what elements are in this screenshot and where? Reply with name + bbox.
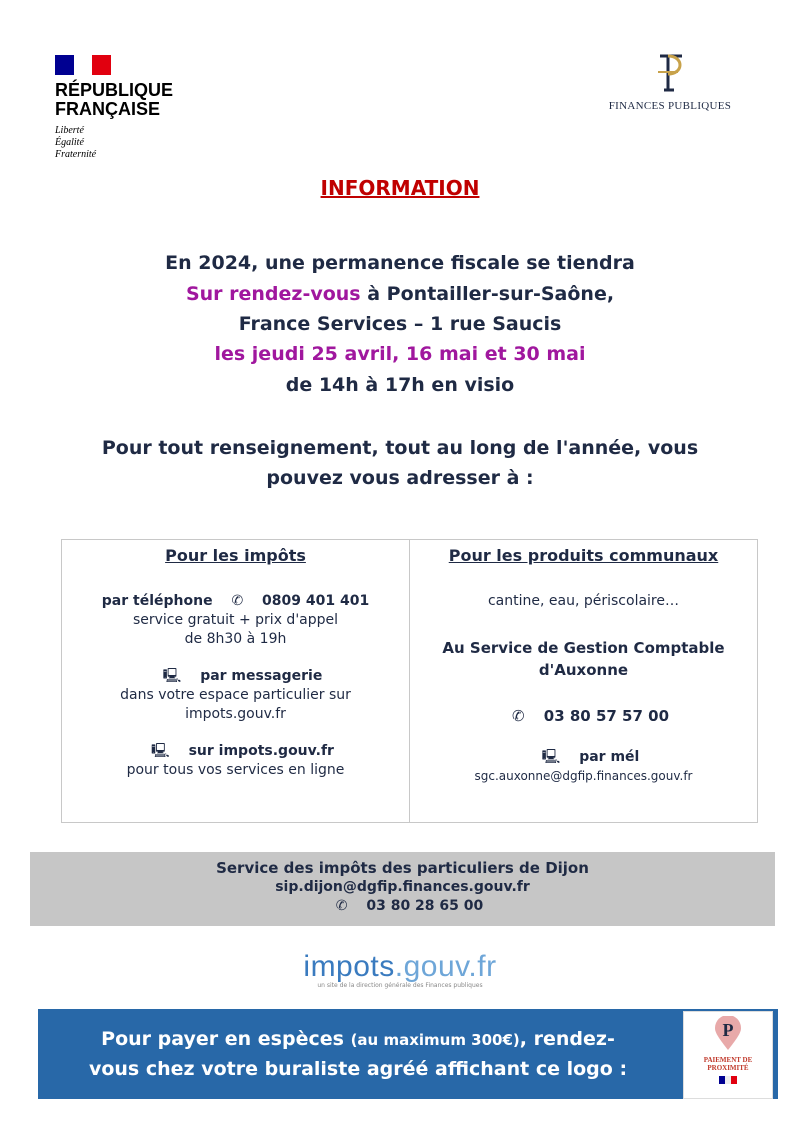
phone-icon: ✆ <box>335 898 348 914</box>
pin-p-icon <box>711 1016 745 1052</box>
info-line1: Pour tout renseignement, tout au long de l'année, vous <box>101 437 699 459</box>
phone-note1: service gratuit + prix d'appel <box>132 612 339 628</box>
messaging-note1: dans votre espace particulier sur <box>120 687 351 703</box>
impots-subtitle: un site de la direction générale des Finances publiques <box>317 982 483 989</box>
mail-label: par mél <box>579 749 640 765</box>
announcement-line2 <box>0 279 800 309</box>
french-flag-icon <box>55 55 111 75</box>
taxes-column <box>62 540 409 822</box>
finances-publiques-logo <box>590 50 750 112</box>
computer-icon: 🖳 <box>151 743 170 759</box>
paiement-proximite-logo <box>683 1011 773 1099</box>
sip-contact-box <box>30 852 775 926</box>
impots-gouv-logo <box>0 950 800 989</box>
impots-word: impots <box>303 950 395 983</box>
communal-phone-row <box>410 707 757 726</box>
messaging-note2: impots.gouv.fr <box>185 706 286 722</box>
mini-flag-icon <box>684 1076 772 1084</box>
phone-number: 0809 401 401 <box>262 593 370 609</box>
banner-part2: (au maximum 300€) <box>350 1031 520 1049</box>
communal-items: cantine, eau, périscolaire… <box>487 593 679 609</box>
communal-phone: 03 80 57 57 00 <box>543 707 670 725</box>
sip-phone: 03 80 28 65 00 <box>366 898 484 914</box>
sip-phone-row <box>30 897 775 916</box>
taxes-heading: Pour les impôts <box>165 546 306 565</box>
phone-note2: de 8h30 à 19h <box>184 631 287 647</box>
banner-part1: Pour payer en espèces <box>101 1028 344 1050</box>
communal-mail-row <box>410 748 757 767</box>
page-title: INFORMATION <box>320 176 480 200</box>
site-note: pour tous vos services en ligne <box>126 762 345 778</box>
announcement-line3: France Services – 1 rue Saucis <box>238 313 562 335</box>
appointment-highlight: Sur rendez-vous <box>185 283 361 305</box>
communal-service2: d'Auxonne <box>538 661 629 679</box>
site-label: sur impots.gouv.fr <box>188 743 334 759</box>
motto-egalite: Égalité <box>55 137 84 148</box>
computer-icon: 🖳 <box>162 668 182 684</box>
location-text: à Pontailler-sur-Saône, <box>367 283 615 305</box>
announcement-line1: En 2024, une permanence fiscale se tiendra <box>165 252 635 274</box>
taxes-phone-row <box>62 592 409 611</box>
announcement-hours: de 14h à 17h en visio <box>285 374 515 396</box>
motto-fraternite: Fraternité <box>55 149 97 160</box>
sip-email: sip.dijon@dgfip.finances.gouv.fr <box>275 879 530 895</box>
contact-table <box>61 539 758 823</box>
messaging-row <box>62 667 409 686</box>
francaise-line: FRANÇAISE <box>55 99 161 119</box>
communal-email: sgc.auxonne@dgfip.finances.gouv.fr <box>474 769 693 783</box>
banner-part3: , rendez- <box>519 1028 615 1050</box>
paiement-proximite-text: PAIEMENT DE PROXIMITÉ <box>703 1056 753 1072</box>
banner-line2: vous chez votre buraliste agréé affichant ce logo : <box>88 1058 628 1080</box>
info-line2: pouvez vous adresser à : <box>266 467 534 489</box>
republique-line: RÉPUBLIQUE <box>55 80 174 100</box>
messaging-label: par messagerie <box>200 668 323 684</box>
banner-line1 <box>38 1025 678 1055</box>
republique-francaise-logo <box>55 55 173 161</box>
computer-icon: 🖳 <box>541 749 561 765</box>
sip-name: Service des impôts des particuliers de Dijon <box>216 859 589 877</box>
svg-text:P: P <box>722 1020 734 1040</box>
fp-monogram-icon <box>650 50 690 94</box>
communal-heading: Pour les produits communaux <box>448 546 719 565</box>
phone-label: par téléphone <box>101 593 213 609</box>
site-row <box>62 742 409 761</box>
finances-publiques-label: FINANCES PUBLIQUES <box>608 100 732 112</box>
gouv-word: .gouv.fr <box>394 950 497 983</box>
motto-liberte: Liberté <box>55 125 84 136</box>
cash-payment-banner <box>38 1009 778 1099</box>
phone-icon: ✆ <box>231 593 244 609</box>
announcement-dates: les jeudi 25 avril, 16 mai et 30 mai <box>214 343 586 365</box>
communal-column <box>409 540 757 822</box>
phone-icon: ✆ <box>511 707 525 725</box>
communal-service1: Au Service de Gestion Comptable <box>442 639 725 657</box>
